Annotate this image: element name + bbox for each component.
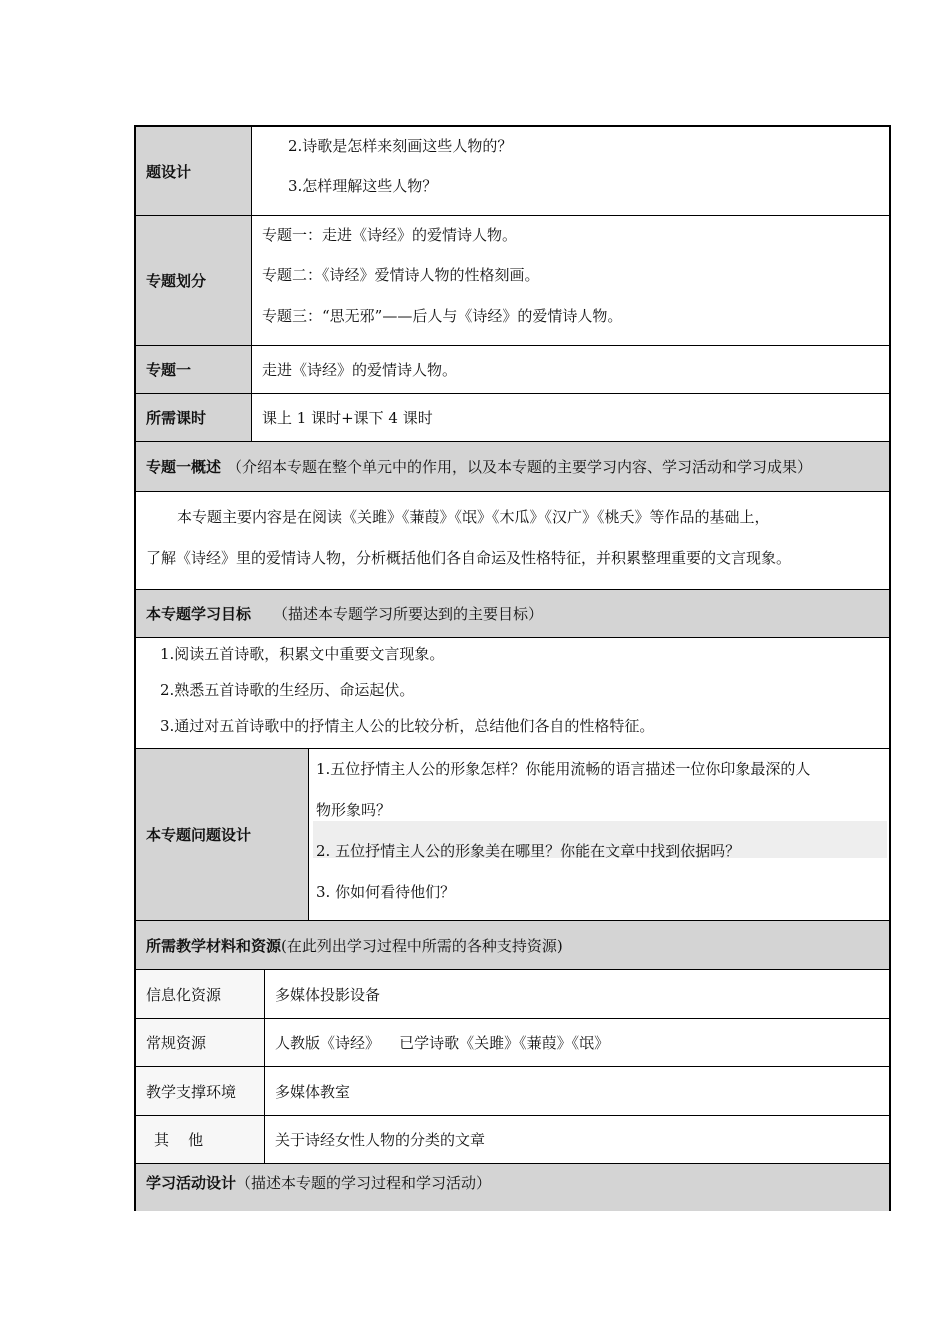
class-hours-label: 所需课时 (136, 394, 252, 441)
row-topic-one (136, 346, 889, 394)
row-goals-body (136, 638, 889, 749)
topic-division-label: 专题划分 (136, 216, 252, 345)
row-regular-resources (136, 1019, 889, 1067)
class-hours-value: 课上 1 课时+课下 4 课时 (262, 409, 433, 427)
row-activity-header (136, 1164, 889, 1211)
topic-one-value: 走进《诗经》的爱情诗人物。 (262, 361, 458, 379)
materials-header (146, 921, 563, 969)
question-list-content (309, 749, 889, 920)
question-design-line: 2.诗歌是怎样来刻画这些人物的？ (288, 137, 513, 155)
overview-paragraph-line: 本专题主要内容是在阅读《关雎》《蒹葭》《氓》《木瓜》《汉广》《桃夭》等作品的基础上， (177, 508, 770, 526)
question-item: 2. 五位抒情主人公的形象美在哪里？你能在文章中找到依据吗？ (316, 842, 741, 860)
topic-division-line: 专题一：走进《诗经》的爱情诗人物。 (262, 226, 518, 244)
goal-item: 3.通过对五首诗歌中的抒情主人公的比较分析，总结他们各自的性格特征。 (160, 717, 655, 735)
goals-note: （描述本专题学习所要达到的主要目标） (273, 605, 544, 623)
overview-note: （介绍本专题在整个单元中的作用，以及本专题的主要学习内容、学习活动和学习成果） (227, 458, 813, 476)
goal-item: 2.熟悉五首诗歌的生经历、命运起伏。 (160, 681, 415, 699)
row-question-design (136, 127, 889, 216)
row-overview-body (136, 492, 889, 590)
question-list-label: 本专题问题设计 (136, 749, 309, 920)
info-resources-value: 多媒体投影设备 (275, 985, 381, 1004)
materials-note: (在此列出学习过程中所需的各种支持资源) (281, 936, 563, 955)
row-class-hours (136, 394, 889, 442)
activity-note: （描述本专题的学习过程和学习活动） (236, 1174, 492, 1192)
regular-resources-label: 常规资源 (136, 1019, 265, 1066)
regular-resources-value: 人教版《诗经》 已学诗歌《关雎》《蒹葭》《氓》 (275, 1034, 610, 1052)
row-topic-division (136, 216, 889, 346)
info-resources-label: 信息化资源 (136, 970, 265, 1018)
goals-title: 本专题学习目标 (146, 605, 252, 623)
topic-division-content (252, 216, 889, 345)
row-info-resources (136, 970, 889, 1019)
teaching-environment-label: 教学支撑环境 (136, 1067, 265, 1115)
topic-division-line: 专题三：“思无邪”——后人与《诗经》的爱情诗人物。 (262, 307, 623, 325)
row-overview-header (136, 442, 889, 492)
row-materials-header (136, 921, 889, 970)
question-item: 物形象吗？ (316, 801, 392, 819)
row-teaching-environment (136, 1067, 889, 1116)
activity-header (146, 1164, 491, 1211)
overview-title: 专题一概述 (146, 458, 222, 476)
materials-title: 所需教学材料和资源 (146, 936, 282, 955)
row-other-resources (136, 1116, 889, 1164)
question-design-content (252, 127, 889, 215)
goal-item: 1.阅读五首诗歌，积累文中重要文言现象。 (160, 645, 445, 663)
topic-one-label: 专题一 (136, 346, 252, 393)
row-goals-header (136, 590, 889, 638)
lesson-plan-table (134, 125, 891, 1211)
question-item: 1.五位抒情主人公的形象怎样？你能用流畅的语言描述一位你印象最深的人 (316, 760, 811, 778)
goals-header (146, 590, 543, 637)
teaching-environment-value: 多媒体教室 (275, 1082, 351, 1101)
activity-title: 学习活动设计 (146, 1174, 237, 1192)
row-question-list (136, 749, 889, 921)
question-item: 3. 你如何看待他们？ (316, 883, 456, 901)
other-resources-value: 关于诗经女性人物的分类的文章 (275, 1131, 486, 1149)
topic-division-line: 专题二：《诗经》爱情诗人物的性格刻画。 (262, 266, 540, 284)
overview-paragraph-line: 了解《诗经》里的爱情诗人物，分析概括他们各自命运及性格特征，并积累整理重要的文言现象。 (146, 549, 792, 567)
other-resources-label: 其 他 (136, 1116, 265, 1163)
question-design-label: 题设计 (136, 127, 252, 215)
overview-header (146, 442, 812, 491)
question-design-line: 3.怎样理解这些人物？ (288, 177, 438, 195)
